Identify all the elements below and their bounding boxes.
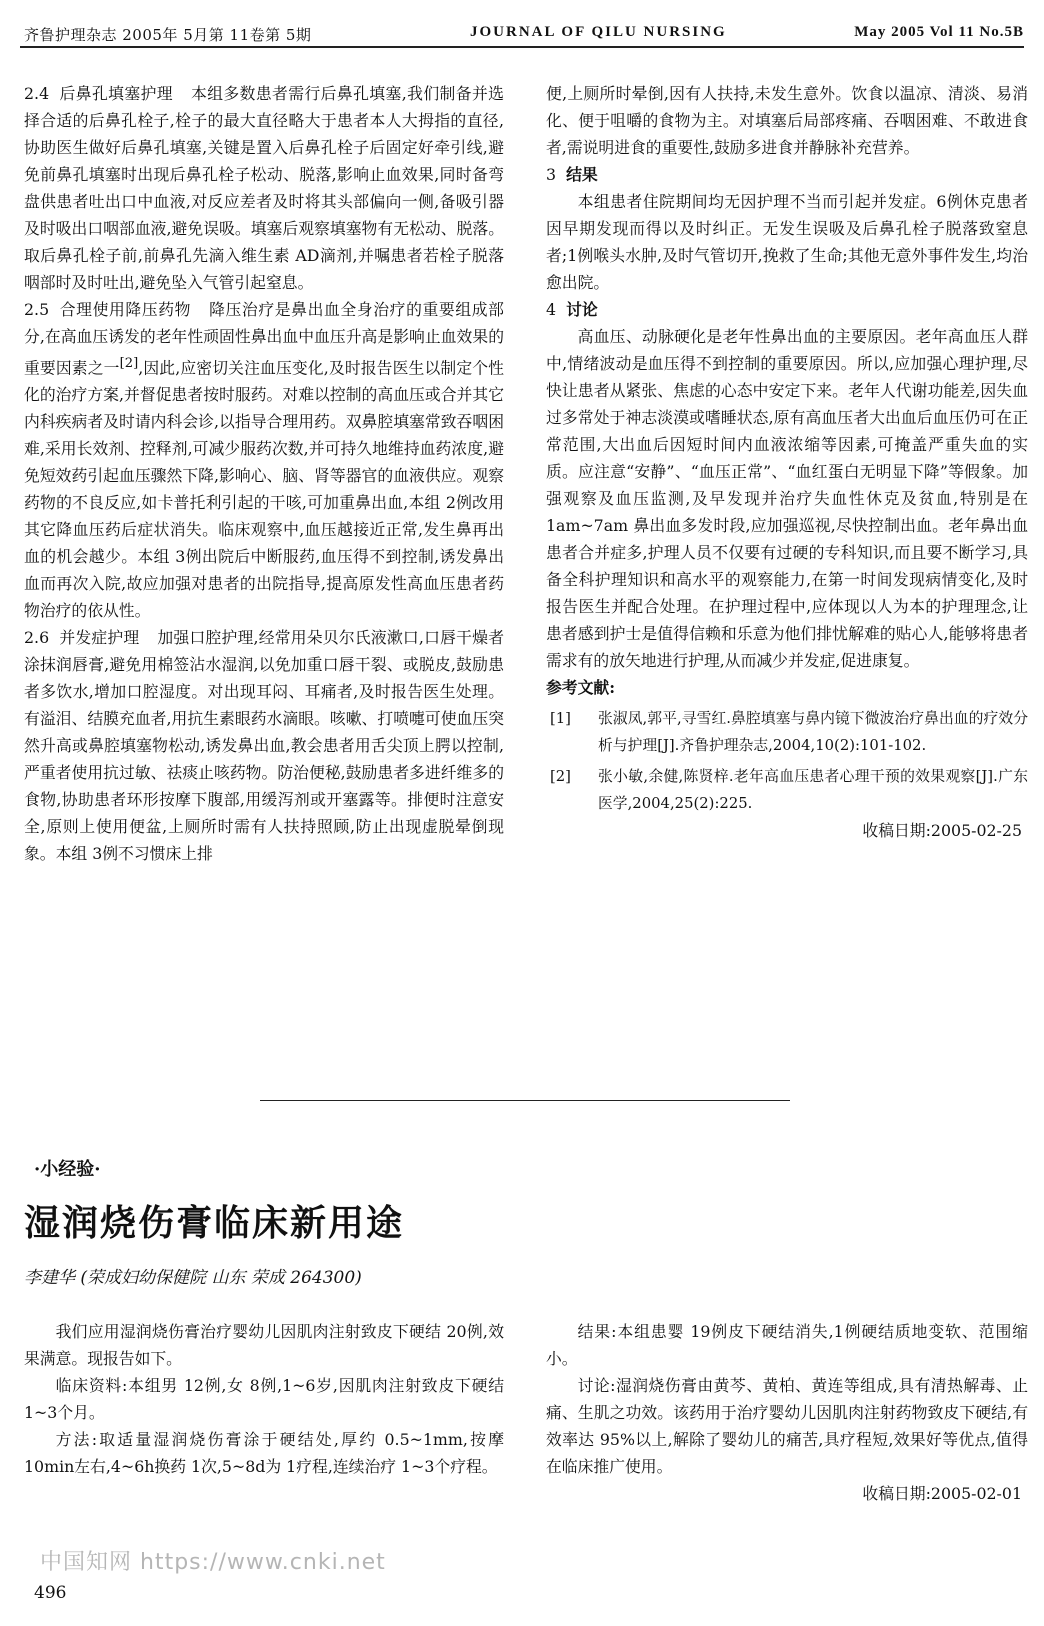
- section-4-text: 高血压、动脉硬化是老年性鼻出血的主要原因。老年高血压人群中,情绪波动是血压得不到控制的重要原因。所以,应加强心理护理,尽快让患者从紧张、焦虑的心态中安定下来。老年人代谢功能差,因失血过多常处于神志淡漠或嗜睡状态,原有高血压者大出血后血压仍可在正常范围,大出血后因短时间内血液浓缩等因素,可掩盖严重失血的实质。应注意“安静”、“血压正常”、“血红蛋白无明显下降”等假象。加强观察及血压监测,及早发现并治疗失血性休克及贫血,特别是在 1am~7am 鼻出血多发时段,应加强巡视,尽快控制出血。老年鼻出血患者合并症多,护理人员不仅要有过硬的专科知识,而且要不断学习,具备全科护理知识和高水平的观察能力,在第一时间发现病情变化,及时报告医生并配合处理。在护理过程中,应体现以人为本的护理理念,让患者感到护士是值得信赖和乐意为他们排忧解难的贴心人,能够将患者需求有的放矢地进行护理,从而减少并发症,促进康复。: [546, 327, 1028, 670]
- section-title: 结果: [566, 165, 598, 184]
- section-text: 加强口腔护理,经常用朵贝尔氏液漱口,口唇干燥者涂抹润唇膏,避免用棉签沾水湿润,以免加重口唇干裂、或脱皮,鼓励患者多饮水,增加口腔湿度。对出现耳闷、耳痛者,及时报告医生处理。有溢泪、结膜充血者,用抗生素眼药水滴眼。咳嗽、打喷嚏可使血压突然升高或鼻腔填塞物松动,诱发鼻出血,教会患者用舌尖顶上腭以控制,严重者使用抗过敏、祛痰止咳药物。防治便秘,鼓励患者多进纤维多的食物,协助患者环形按摩下腹部,用缓泻剂或开塞露等。排便时注意安全,原则上使用便盆,上厕所时需有人扶持照顾,防止出现虚脱晕倒现象。本组 3例不习惯床上排: [24, 628, 504, 864]
- article2-paragraph: 方法:取适量湿润烧伤膏涂于硬结处,厚约 0.5~1mm,按摩 10min左右,4~6h换药 1次,5~8d为 1疗程,连续治疗 1~3个疗程。: [24, 1430, 504, 1476]
- right-column: [546, 80, 1028, 844]
- header-rule: [20, 46, 1024, 48]
- section-number: 4: [546, 300, 557, 319]
- article2-paragraph: 结果:本组患婴 19例皮下硬结消失,1例硬结质地变软、范围缩小。: [546, 1322, 1028, 1368]
- cnki-watermark: 中国知网 https://www.cnki.net: [40, 1550, 386, 1575]
- article2-left-column: [24, 1318, 504, 1480]
- reference-number: [2]: [550, 768, 571, 785]
- section-4-heading: [546, 296, 1028, 323]
- section-title: 并发症护理: [59, 628, 140, 648]
- article-author: 李建华 (荣成妇幼保健院 山东 荣成 264300): [24, 1268, 362, 1288]
- article-title: 湿润烧伤膏临床新用途: [24, 1203, 405, 1244]
- left-column: [24, 80, 504, 867]
- article2-right-column: [546, 1318, 1028, 1507]
- reference-text: 张小敏,余健,陈贤梓.老年高血压患者心理干预的效果观察[J].广东医学,2004,25(2):225.: [598, 768, 1028, 812]
- section-text: 本组多数患者需行后鼻孔填塞,我们制备并选择合适的后鼻孔栓子,栓子的最大直径略大于患者本人大拇指的直径,协助医生做好后鼻孔填塞,关键是置入后鼻孔栓子后固定好牵引线,避免前鼻孔填塞时出现后鼻孔栓子松动、脱落,影响止血效果,同时备弯盘供患者吐出口中血液,对反应差者及时将其头部偏向一侧,备吸引器及时吸出口咽部血液,避免误吸。填塞后观察填塞物有无松动、脱落。取后鼻孔栓子前,前鼻孔先滴入维生素 AD滴剂,并嘱患者若栓子脱落咽部时及时吐出,避免坠入气管引起窒息。: [24, 84, 504, 292]
- section-number: 2.5: [24, 300, 50, 319]
- reference-item: [546, 705, 1028, 759]
- references-heading: 参考文献:: [546, 678, 616, 697]
- section-3-text: 本组患者住院期间均无因护理不当而引起并发症。6例休克患者因早期发现而得以及时纠正。无发生误吸及后鼻孔栓子脱落致窒息者;1例喉头水肿,及时气管切开,挽救了生命;其他无意外事件发生,均治愈出院。: [546, 192, 1028, 292]
- article2-paragraph: 我们应用湿润烧伤膏治疗婴幼儿因肌肉注射致皮下硬结 20例,效果满意。现报告如下。: [24, 1322, 504, 1368]
- page-number: 496: [34, 1583, 67, 1603]
- continuation-paragraph: 便,上厕所时晕倒,因有人扶持,未发生意外。饮食以温凉、清淡、易消化、便于咀嚼的食物为主。对填塞后局部疼痛、吞咽困难、不敢进食者,需说明进食的重要性,鼓励多进食并静脉补充营养。: [546, 84, 1028, 157]
- section-number: 2.6: [24, 628, 50, 648]
- journal-header-right: May 2005 Vol 11 No.5B: [854, 24, 1024, 40]
- section-number: 3: [546, 165, 557, 184]
- article2-paragraph: 讨论:湿润烧伤膏由黄芩、黄柏、黄连等组成,具有清热解毒、止痛、生肌之功效。该药用于治疗婴幼儿因肌肉注射药物致皮下硬结,有效率达 95%以上,解除了婴幼儿的痛苦,具疗程短,效果好等优点,值得在临床推广使用。: [546, 1376, 1028, 1476]
- reference-text: 张淑凤,郭平,寻雪红.鼻腔填塞与鼻内镜下微波治疗鼻出血的疗效分析与护理[J].齐鲁护理杂志,2004,10(2):101-102.: [598, 710, 1028, 754]
- column-tag: ·小经验·: [34, 1159, 101, 1180]
- section-2-4: [24, 80, 504, 296]
- received-date: 收稿日期:2005-02-01: [862, 1484, 1022, 1503]
- section-text: ,因此,应密切关注血压变化,及时报告医生以制定个性化的治疗方案,并督促患者按时服药。对难以控制的高血压或合并其它内科疾病者及时请内科会诊,以指导合理用药。双鼻腔填塞常致吞咽困难,采用长效剂、控释剂,可减少服药次数,并可持久地维持血药浓度,避免短效药引起血压骤然下降,影响心、脑、肾等器官的血液供应。观察药物的不良反应,如卡普托利引起的干咳,可加重鼻出血,本组 2例改用其它降血压药后症状消失。临床观察中,血压越接近正常,发生鼻再出血的机会越少。本组 3例出院后中断服药,血压得不到控制,诱发鼻出血而再次入院,故应加强对患者的出院指导,提高原发性高血压患者药物治疗的依从性。: [24, 358, 504, 621]
- section-3-heading: [546, 161, 1028, 188]
- section-title: 后鼻孔填塞护理: [59, 84, 173, 103]
- section-title: 合理使用降压药物: [59, 300, 192, 319]
- section-2-5: [24, 296, 504, 624]
- citation: [2]: [119, 356, 139, 371]
- section-number: 2.4: [24, 84, 50, 103]
- article2-paragraph: 临床资料:本组男 12例,女 8例,1~6岁,因肌肉注射致皮下硬结 1~3个月。: [24, 1376, 504, 1422]
- section-2-6: [24, 624, 504, 867]
- received-date: 收稿日期:2005-02-25: [862, 821, 1022, 840]
- journal-header-left: 齐鲁护理杂志 2005年 5月第 11卷第 5期: [24, 26, 312, 44]
- reference-item: [546, 763, 1028, 817]
- article-divider: [260, 1100, 790, 1101]
- journal-header-center: JOURNAL OF QILU NURSING: [470, 24, 727, 40]
- reference-number: [1]: [550, 710, 571, 727]
- section-title: 讨论: [566, 300, 598, 319]
- section-text: 降压治疗是鼻出血全身治疗的重要组成部分,在高血压诱发的老年性顽固性鼻出血中血压升高是影响止血效果的重要因素之一: [24, 300, 504, 378]
